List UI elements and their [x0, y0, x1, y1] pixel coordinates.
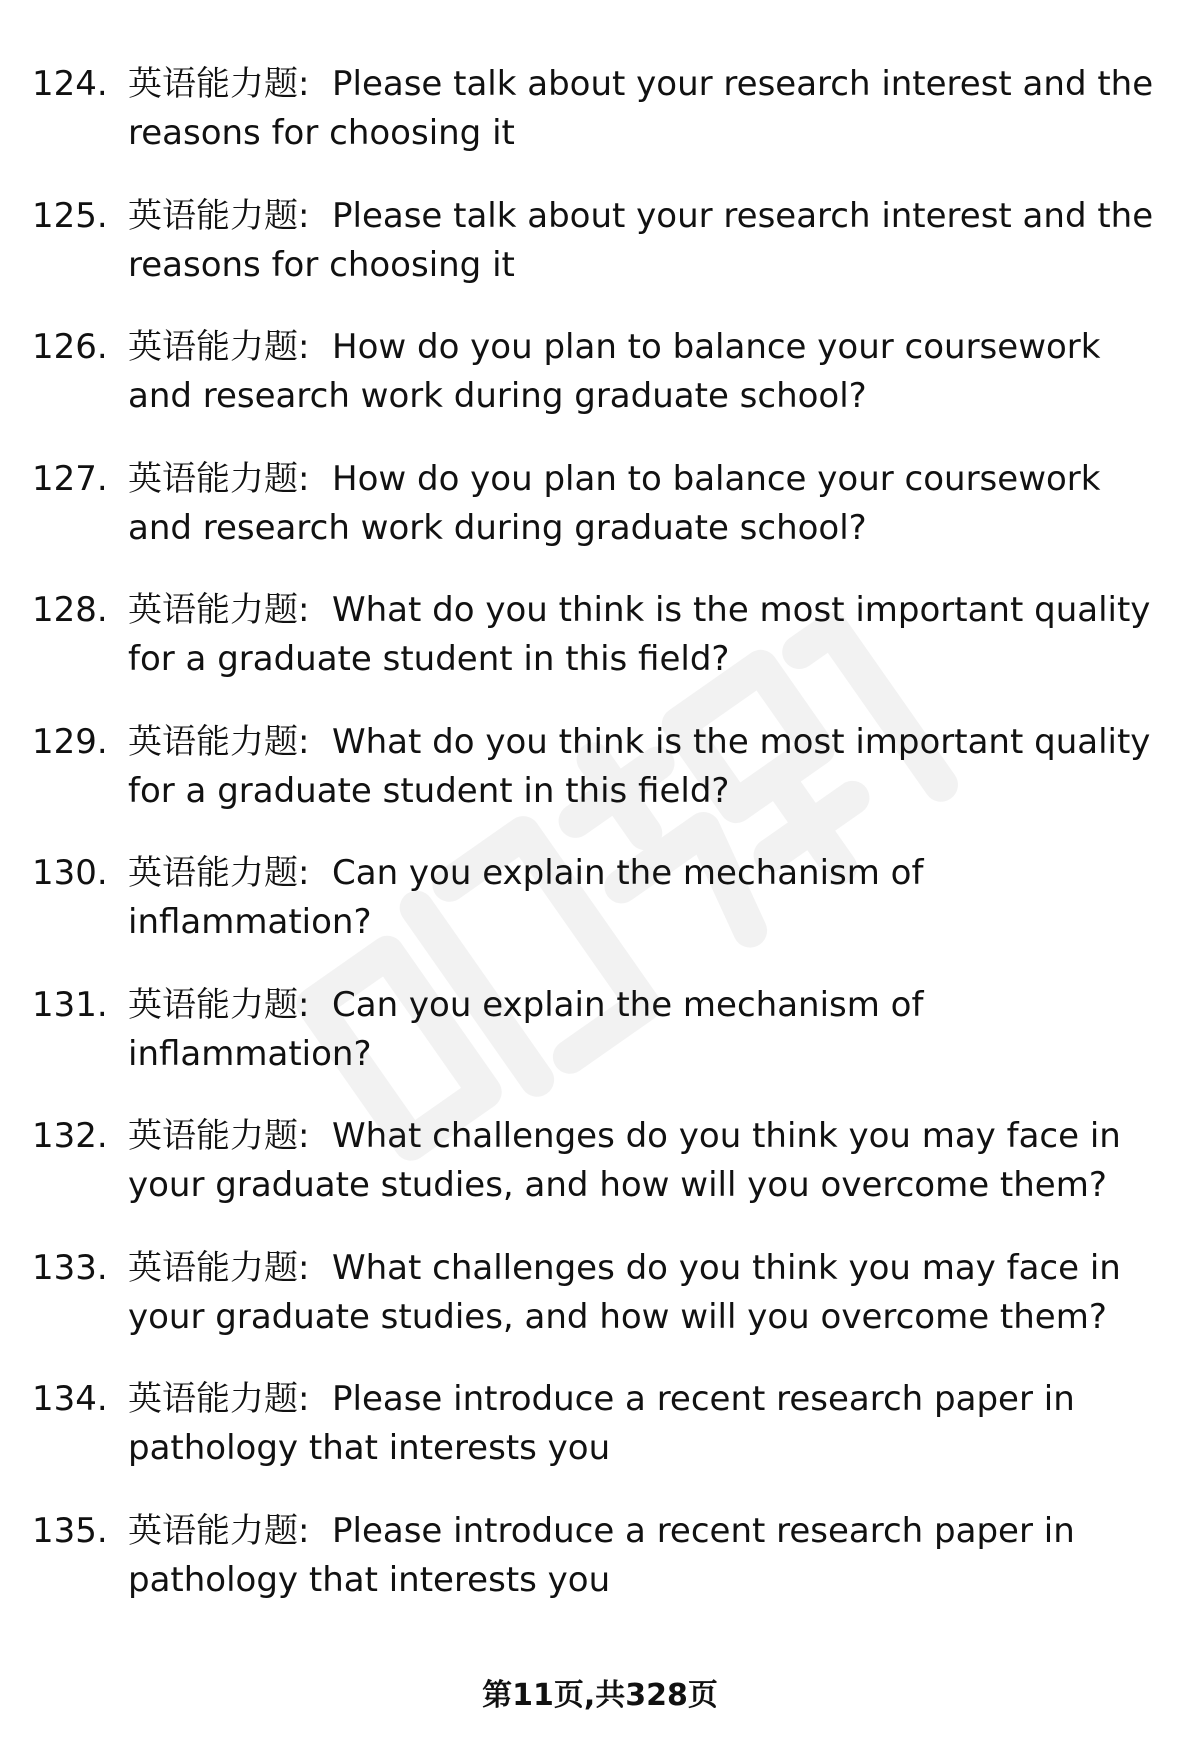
- question-text: Please talk about your research interest and the reasons for choosing it: [128, 195, 1154, 285]
- question-item: [32, 60, 1172, 192]
- question-separator: :: [298, 1510, 310, 1551]
- question-item: [32, 1112, 1172, 1244]
- question-separator: :: [298, 1116, 310, 1156]
- question-separator: :: [298, 327, 310, 367]
- question-separator: :: [298, 853, 310, 893]
- question-category: 英语能力题: [128, 458, 298, 499]
- question-separator: :: [298, 195, 310, 236]
- question-category: 英语能力题: [128, 327, 298, 367]
- question-item: [32, 1375, 1172, 1507]
- question-category: 英语能力题: [128, 1116, 298, 1156]
- question-number: 127.: [32, 458, 108, 499]
- question-item: [32, 455, 1172, 587]
- question-text: What do you think is the most important quality for a graduate student in this field?: [128, 590, 1151, 679]
- question-text: Please introduce a recent research paper in pathology that interests you: [128, 1510, 1075, 1600]
- question-number: 129.: [32, 721, 108, 762]
- question-item: [32, 981, 1172, 1113]
- question-text: What do you think is the most important quality for a graduate student in this field?: [128, 721, 1151, 811]
- question-list: [32, 60, 1172, 1638]
- question-category: 英语能力题: [128, 1247, 298, 1288]
- question-text: Please talk about your research interest and the reasons for choosing it: [128, 64, 1154, 153]
- question-separator: :: [298, 984, 310, 1025]
- question-separator: :: [298, 1379, 310, 1419]
- question-category: 英语能力题: [128, 64, 298, 104]
- question-text: How do you plan to balance your coursework and research work during graduate school?: [128, 327, 1101, 416]
- question-number: 135.: [32, 1510, 108, 1551]
- question-text: What challenges do you think you may face in your graduate studies, and how will you overcome them?: [128, 1116, 1121, 1205]
- question-text: Can you explain the mechanism of inflammation?: [128, 984, 924, 1074]
- question-item: [32, 1244, 1172, 1376]
- question-separator: :: [298, 1247, 310, 1288]
- question-text: Can you explain the mechanism of inflammation?: [128, 853, 924, 942]
- question-category: 英语能力题: [128, 853, 298, 893]
- question-separator: :: [298, 64, 310, 104]
- question-category: 英语能力题: [128, 195, 298, 236]
- question-item: [32, 718, 1172, 850]
- question-number: 133.: [32, 1247, 108, 1288]
- question-category: 英语能力题: [128, 590, 298, 630]
- question-number: 131.: [32, 984, 108, 1025]
- question-item: [32, 586, 1172, 718]
- question-number: 128.: [32, 590, 108, 630]
- question-category: 英语能力题: [128, 721, 298, 762]
- question-text: Please introduce a recent research paper in pathology that interests you: [128, 1379, 1075, 1468]
- question-item: [32, 1507, 1172, 1639]
- question-separator: :: [298, 721, 310, 762]
- question-item: [32, 323, 1172, 455]
- question-number: 125.: [32, 195, 108, 236]
- question-separator: :: [298, 458, 310, 499]
- question-number: 134.: [32, 1379, 108, 1419]
- question-category: 英语能力题: [128, 984, 298, 1025]
- question-number: 124.: [32, 64, 108, 104]
- question-separator: :: [298, 590, 310, 630]
- question-item: [32, 192, 1172, 324]
- question-number: 126.: [32, 327, 108, 367]
- question-text: What challenges do you think you may face in your graduate studies, and how will you overcome them?: [128, 1247, 1121, 1337]
- question-category: 英语能力题: [128, 1510, 298, 1551]
- question-item: [32, 849, 1172, 981]
- question-number: 132.: [32, 1116, 108, 1156]
- question-category: 英语能力题: [128, 1379, 298, 1419]
- page-number-footer: 第11页,共328页: [482, 1678, 718, 1713]
- question-text: How do you plan to balance your coursework and research work during graduate school?: [128, 458, 1101, 548]
- question-number: 130.: [32, 853, 108, 893]
